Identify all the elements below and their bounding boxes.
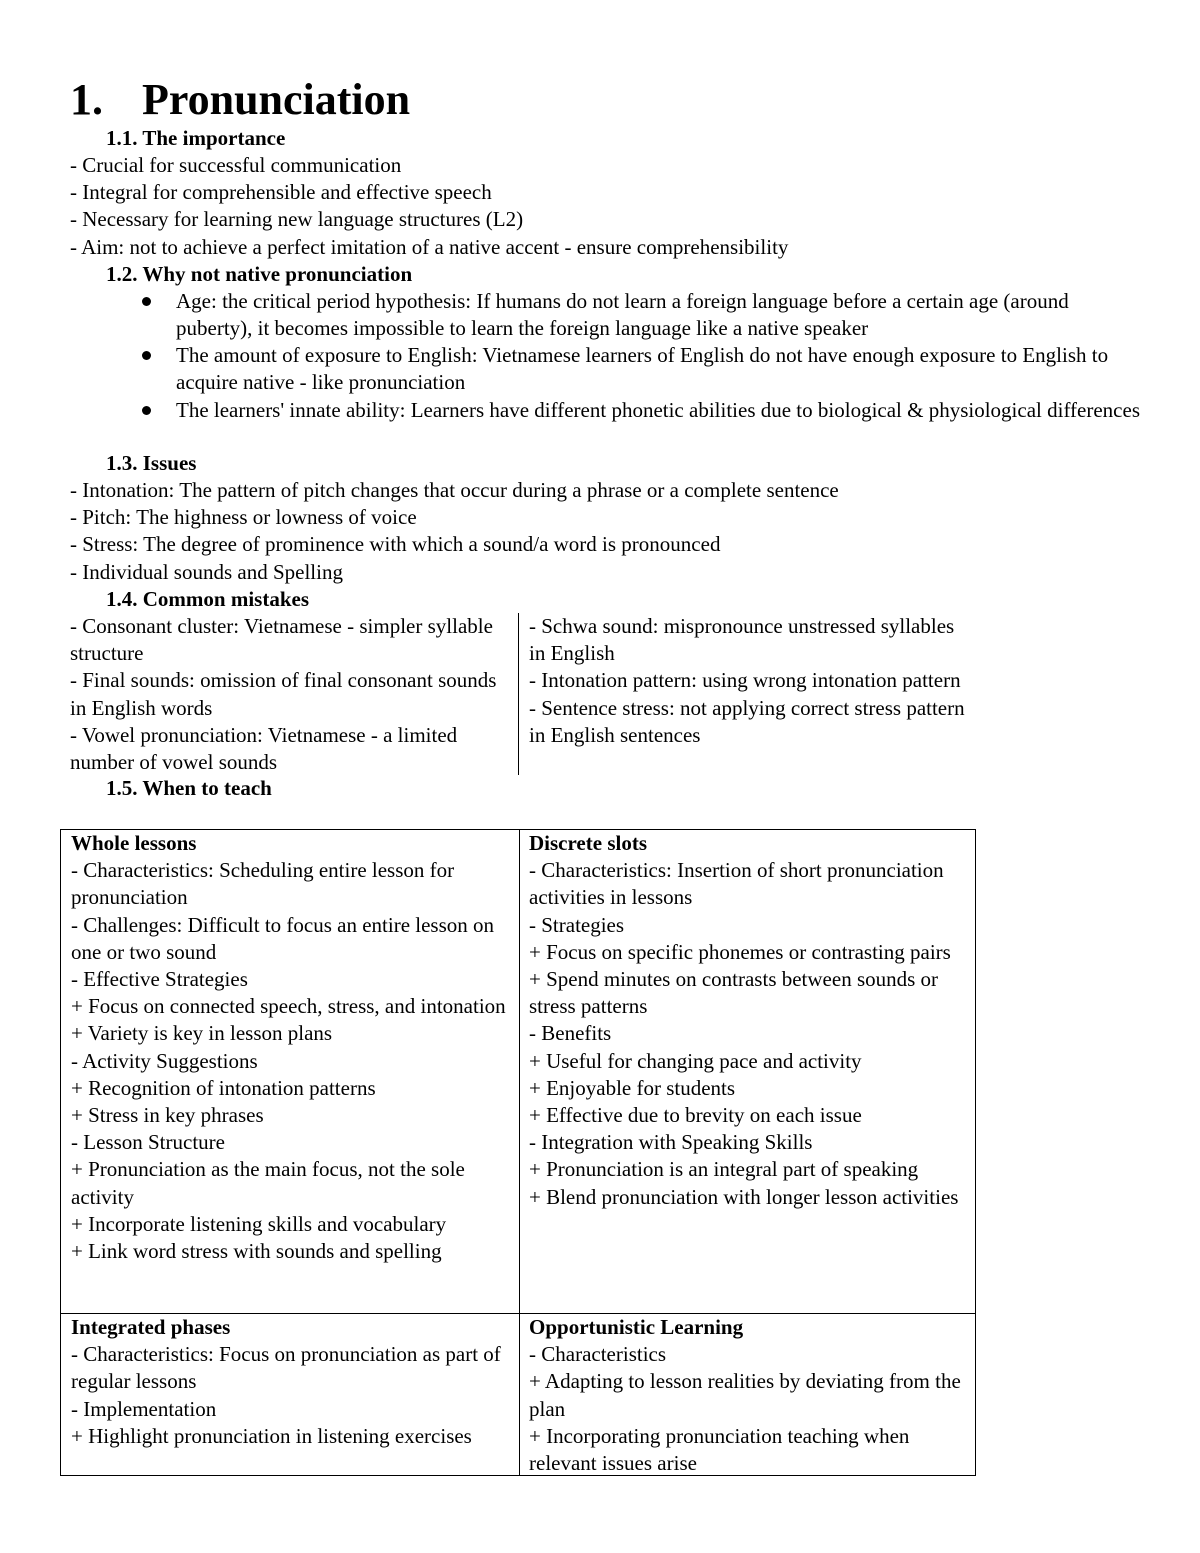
cell-title: Discrete slots xyxy=(529,831,647,855)
heading-when-to-teach: 1.5. When to teach xyxy=(106,776,272,800)
cell-line: - Characteristics: Focus on pronunciation as part of regular lessons xyxy=(71,1342,501,1394)
mistake-item: - Sentence stress: not applying correct stress pattern in English sentences xyxy=(529,695,965,747)
cell-line: - Characteristics: Insertion of short pronunciation activities in lessons xyxy=(529,858,944,910)
cell-line: - Challenges: Difficult to focus an entire lesson on one or two sound xyxy=(71,912,495,964)
heading-common-mistakes: 1.4. Common mistakes xyxy=(106,587,309,611)
mistake-item: - Consonant cluster: Vietnamese - simpler syllable structure xyxy=(70,614,493,666)
cell-discrete-slots xyxy=(529,830,971,1211)
issues-line: - Stress: The degree of prominence with which a sound/a word is pronounced xyxy=(70,532,721,556)
cell-line: + Pronunciation as the main focus, not the sole activity xyxy=(71,1157,465,1209)
importance-line: - Crucial for successful communication xyxy=(70,153,402,177)
issues-line: - Intonation: The pattern of pitch changes that occur during a phrase or a complete sentence xyxy=(70,478,839,502)
cell-line: - Characteristics: Scheduling entire lesson for pronunciation xyxy=(71,858,455,910)
cell-line: + Recognition of intonation patterns xyxy=(71,1075,376,1100)
cell-line: - Integration with Speaking Skills xyxy=(529,1130,813,1155)
cell-whole-lessons xyxy=(71,830,511,1265)
cell-line: + Stress in key phrases xyxy=(71,1103,264,1128)
list-item xyxy=(142,288,1142,342)
cell-line: - Lesson Structure xyxy=(71,1130,225,1155)
cell-line: + Incorporate listening skills and vocabulary xyxy=(71,1211,447,1236)
cell-line: + Adapting to lesson realities by deviating from the plan xyxy=(529,1369,961,1421)
heading-importance: 1.1. The importance xyxy=(106,126,286,150)
cell-line: + Highlight pronunciation in listening exercises xyxy=(71,1423,472,1448)
mistake-item: - Intonation pattern: using wrong intonation pattern xyxy=(529,668,961,693)
cell-line: - Benefits xyxy=(529,1021,612,1046)
cell-line: + Effective due to brevity on each issue xyxy=(529,1103,862,1128)
why-not-native-list xyxy=(142,288,1142,451)
cell-line: + Pronunciation is an integral part of speaking xyxy=(529,1157,919,1182)
cell-line: + Variety is key in lesson plans xyxy=(71,1021,333,1046)
cell-title: Opportunistic Learning xyxy=(529,1315,744,1339)
cell-line: + Focus on connected speech, stress, and intonation xyxy=(71,994,506,1019)
cell-line: + Spend minutes on contrasts between sounds or stress patterns xyxy=(529,967,939,1019)
issues-line: - Individual sounds and Spelling xyxy=(70,560,343,584)
page-title xyxy=(70,72,410,128)
list-item xyxy=(142,397,1142,451)
cell-line: + Incorporating pronunciation teaching when relevant issues arise xyxy=(529,1423,910,1476)
cell-line: - Effective Strategies xyxy=(71,967,248,992)
title-number: 1. xyxy=(70,75,103,124)
cell-line: - Activity Suggestions xyxy=(71,1048,258,1073)
mistake-item: - Schwa sound: mispronounce unstressed syllables in English xyxy=(529,614,955,666)
mistakes-right-column xyxy=(529,613,969,749)
bullet-icon xyxy=(142,406,151,415)
heading-issues: 1.3. Issues xyxy=(106,451,197,475)
cell-opportunistic-learning xyxy=(529,1314,971,1477)
mistake-item: - Vowel pronunciation: Vietnamese - a limited number of vowel sounds xyxy=(70,722,458,775)
bullet-text: The learners' innate ability: Learners have different phonetic abilities due to biological & physiological differences xyxy=(176,398,1141,422)
when-to-teach-table xyxy=(60,829,976,1476)
cell-line: + Useful for changing pace and activity xyxy=(529,1048,862,1073)
importance-line: - Integral for comprehensible and effective speech xyxy=(70,180,492,204)
cell-line: + Blend pronunciation with longer lesson activities xyxy=(529,1184,959,1209)
importance-line: - Necessary for learning new language structures (L2) xyxy=(70,207,524,231)
bullet-text: The amount of exposure to English: Vietnamese learners of English do not have enough exposure to English to acquire native - like pronunciation xyxy=(176,343,1109,395)
table-vertical-rule xyxy=(519,830,520,1475)
cell-line: + Enjoyable for students xyxy=(529,1075,736,1100)
heading-why-not-native: 1.2. Why not native pronunciation xyxy=(106,262,413,286)
list-item xyxy=(142,342,1142,397)
importance-line: - Aim: not to achieve a perfect imitation of a native accent - ensure comprehensibility xyxy=(70,235,789,259)
title-text: Pronunciation xyxy=(142,75,411,124)
cell-title: Whole lessons xyxy=(71,831,197,855)
column-divider xyxy=(518,613,519,775)
mistake-item: - Final sounds: omission of final consonant sounds in English words xyxy=(70,668,497,720)
cell-line: + Link word stress with sounds and spelling xyxy=(71,1239,442,1264)
cell-integrated-phases xyxy=(71,1314,511,1450)
cell-line: - Characteristics xyxy=(529,1342,667,1367)
cell-title: Integrated phases xyxy=(71,1315,231,1339)
mistakes-left-column xyxy=(70,613,510,776)
bullet-text: Age: the critical period hypothesis: If humans do not learn a foreign language before a certain age (around puberty), it becomes impossible to learn the foreign language like a native speaker xyxy=(176,289,1069,341)
cell-line: - Strategies xyxy=(529,912,625,937)
cell-line: - Implementation xyxy=(71,1396,217,1421)
bullet-icon xyxy=(142,351,151,360)
bullet-icon xyxy=(142,297,151,306)
issues-line: - Pitch: The highness or lowness of voice xyxy=(70,505,417,529)
common-mistakes-columns xyxy=(70,613,970,775)
cell-line: + Focus on specific phonemes or contrasting pairs xyxy=(529,939,951,964)
